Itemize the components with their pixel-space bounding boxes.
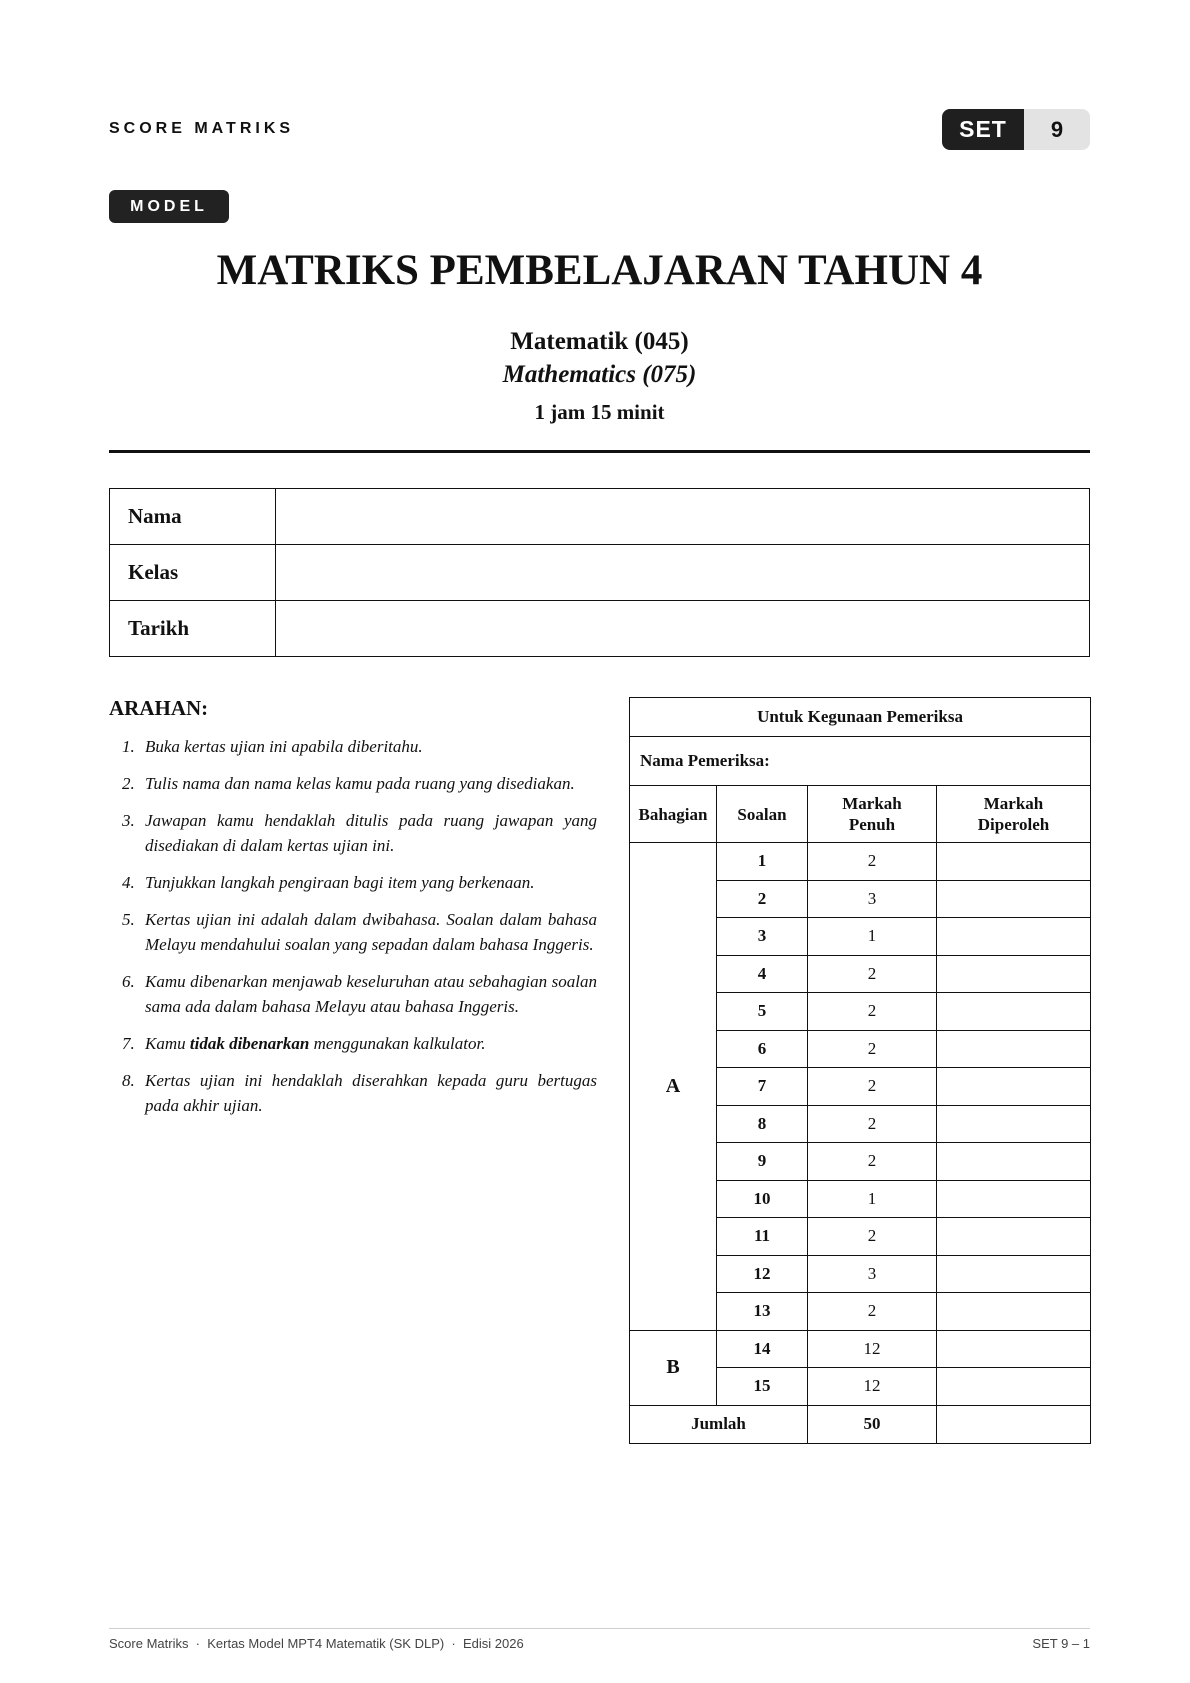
col-header-markah-penuh (808, 786, 937, 843)
instruction-number: 1. (122, 737, 135, 756)
markah-diperoleh-cell[interactable] (937, 880, 1091, 918)
title-divider (109, 450, 1090, 453)
instruction-item (122, 808, 597, 858)
markah-diperoleh-cell[interactable] (937, 918, 1091, 956)
nama-field[interactable] (276, 489, 1090, 545)
markah-penuh-cell: 1 (808, 1180, 937, 1218)
instruction-number: 3. (122, 811, 135, 830)
examiner-table (629, 697, 1091, 1444)
tarikh-field[interactable] (276, 601, 1090, 657)
instruction-text-part: Kamu (145, 1034, 190, 1053)
instruction-item (122, 870, 597, 895)
markah-diperoleh-cell[interactable] (937, 1330, 1091, 1368)
soalan-cell: 8 (717, 1105, 808, 1143)
brand-label: SCORE MATRIKS (109, 120, 295, 137)
set-badge (942, 109, 1090, 150)
total-row (630, 1405, 1091, 1443)
soalan-cell: 11 (717, 1218, 808, 1256)
markah-diperoleh-cell[interactable] (937, 1068, 1091, 1106)
col-header-bahagian: Bahagian (630, 786, 717, 843)
markah-penuh-cell: 2 (808, 1105, 937, 1143)
markah-diperoleh-cell[interactable] (937, 1255, 1091, 1293)
soalan-cell: 12 (717, 1255, 808, 1293)
markah-diperoleh-cell[interactable] (937, 1218, 1091, 1256)
total-label: Jumlah (630, 1405, 808, 1443)
section-a-label: A (630, 843, 717, 1331)
nama-label: Nama (110, 489, 276, 545)
kelas-field[interactable] (276, 545, 1090, 601)
instruction-item (122, 969, 597, 1019)
markah-diperoleh-cell[interactable] (937, 1105, 1091, 1143)
soalan-cell: 10 (717, 1180, 808, 1218)
markah-diperoleh-cell[interactable] (937, 1293, 1091, 1331)
markah-penuh-cell: 2 (808, 955, 937, 993)
instruction-number: 8. (122, 1071, 135, 1090)
instruction-number: 6. (122, 972, 135, 991)
footer-divider (109, 1628, 1090, 1629)
set-number: 9 (1024, 109, 1090, 150)
soalan-cell: 15 (717, 1368, 808, 1406)
soalan-cell: 4 (717, 955, 808, 993)
instruction-text: Kertas ujian ini hendaklah diserahkan kepada guru bertugas pada akhir ujian. (145, 1071, 597, 1115)
markah-penuh-cell: 1 (808, 918, 937, 956)
model-badge: MODEL (109, 190, 229, 223)
soalan-cell: 7 (717, 1068, 808, 1106)
markah-penuh-cell: 2 (808, 993, 937, 1031)
markah-penuh-cell: 3 (808, 1255, 937, 1293)
table-row (630, 1330, 1091, 1368)
student-info-row (110, 545, 1090, 601)
instruction-number: 5. (122, 910, 135, 929)
markah-penuh-cell: 2 (808, 1293, 937, 1331)
soalan-cell: 6 (717, 1030, 808, 1068)
markah-penuh-cell: 2 (808, 1068, 937, 1106)
instruction-item (122, 1068, 597, 1118)
instruction-item (122, 907, 597, 957)
soalan-cell: 14 (717, 1330, 808, 1368)
instructions-heading: ARAHAN: (109, 696, 209, 720)
total-value: 50 (808, 1405, 937, 1443)
soalan-cell: 1 (717, 843, 808, 881)
markah-diperoleh-cell[interactable] (937, 993, 1091, 1031)
exam-duration: 1 jam 15 minit (534, 400, 665, 424)
instruction-item (122, 771, 597, 796)
soalan-cell: 3 (717, 918, 808, 956)
markah-penuh-cell: 2 (808, 1030, 937, 1068)
table-row (630, 843, 1091, 881)
markah-diperoleh-cell[interactable] (937, 955, 1091, 993)
markah-diperoleh-cell[interactable] (937, 843, 1091, 881)
markah-diperoleh-cell[interactable] (937, 1180, 1091, 1218)
instruction-text (145, 1031, 597, 1056)
instruction-item (122, 1031, 597, 1056)
soalan-cell: 13 (717, 1293, 808, 1331)
tarikh-label: Tarikh (110, 601, 276, 657)
soalan-cell: 2 (717, 880, 808, 918)
student-info-row (110, 601, 1090, 657)
student-info-row (110, 489, 1090, 545)
col-header-markah-diperoleh (937, 786, 1091, 843)
total-diperoleh-cell[interactable] (937, 1405, 1091, 1443)
soalan-cell: 5 (717, 993, 808, 1031)
instruction-text: Kertas ujian ini adalah dalam dwibahasa. Soalan dalam bahasa Melayu mendahului soalan yang sepadan dalam bahasa Inggeris. (145, 910, 597, 954)
instruction-number: 4. (122, 873, 135, 892)
markah-penuh-cell: 12 (808, 1368, 937, 1406)
kelas-label: Kelas (110, 545, 276, 601)
examiner-table-title: Untuk Kegunaan Pemeriksa (630, 698, 1091, 737)
instruction-emphasis: tidak dibenarkan (189, 1034, 310, 1053)
examiner-name-field[interactable]: Nama Pemeriksa: (630, 737, 1091, 786)
set-label: SET (942, 109, 1024, 150)
instructions-list (122, 734, 597, 1130)
subject-english: Mathematics (075) (502, 361, 697, 388)
page-number: SET 9 – 1 (1032, 1636, 1090, 1651)
instruction-text: Kamu dibenarkan menjawab keseluruhan atau sebahagian soalan sama ada dalam bahasa Melayu atau bahasa Inggeris. (145, 972, 597, 1016)
instruction-text-part: menggunakan kalkulator. (309, 1034, 486, 1053)
instruction-text: Tunjukkan langkah pengiraan bagi item yang berkenaan. (145, 873, 535, 892)
col-header-soalan: Soalan (717, 786, 808, 843)
markah-penuh-cell: 12 (808, 1330, 937, 1368)
instruction-item (122, 734, 597, 759)
markah-penuh-cell: 3 (808, 880, 937, 918)
instruction-text: Jawapan kamu hendaklah ditulis pada ruang jawapan yang disediakan di dalam kertas ujian ini. (145, 811, 597, 855)
markah-diperoleh-cell[interactable] (937, 1368, 1091, 1406)
markah-diperoleh-cell[interactable] (937, 1143, 1091, 1181)
markah-penuh-cell: 2 (808, 1143, 937, 1181)
markah-diperoleh-cell[interactable] (937, 1030, 1091, 1068)
section-b-label: B (630, 1330, 717, 1405)
instruction-number: 7. (122, 1034, 135, 1053)
soalan-cell: 9 (717, 1143, 808, 1181)
instruction-text: Buka kertas ujian ini apabila diberitahu. (145, 737, 423, 756)
subject-malay: Matematik (045) (510, 328, 689, 355)
col-header-markah-penuh-text: Markah Penuh (842, 794, 902, 834)
instruction-text: Tulis nama dan nama kelas kamu pada ruang yang disediakan. (145, 774, 575, 793)
markah-penuh-cell: 2 (808, 843, 937, 881)
student-info-table (109, 488, 1090, 657)
footer-info: Score Matriks · Kertas Model MPT4 Matematik (SK DLP) · Edisi 2026 (109, 1636, 524, 1651)
col-header-markah-diperoleh-text: Markah Diperoleh (977, 794, 1050, 834)
markah-penuh-cell: 2 (808, 1218, 937, 1256)
instruction-number: 2. (122, 774, 135, 793)
page-title: MATRIKS PEMBELAJARAN TAHUN 4 (216, 247, 983, 294)
